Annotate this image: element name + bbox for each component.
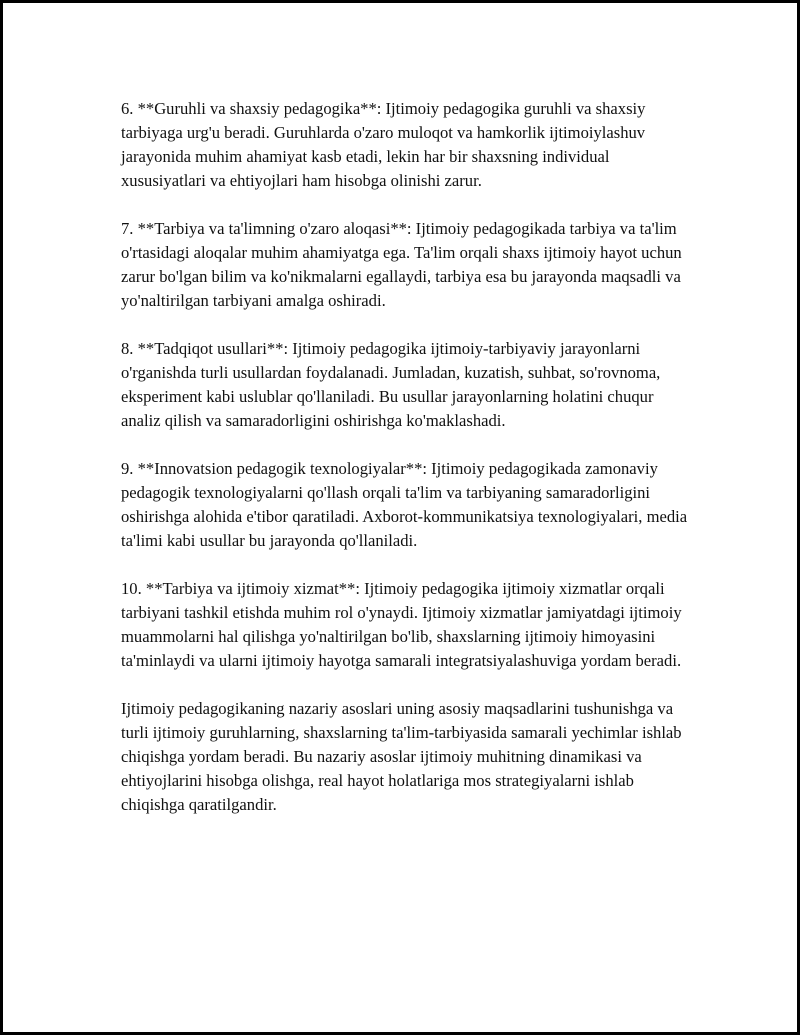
document-body bbox=[121, 97, 691, 817]
paragraph-7-upbringing-and-education: 7. **Tarbiya va ta'limning o'zaro aloqasi**: Ijtimoiy pedagogikada tarbiya va ta'lim o'rtasidagi aloqalar muhim ahamiyatga ega. Ta'lim orqali shaxs ijtimoiy hayot uchun zarur bo'lgan bilim va ko'nikmalarni egallaydi, tarbiya esa bu jarayonda maqsadli va yo'naltirilgan tarbiyani amalga oshiradi. bbox=[121, 219, 682, 310]
paragraph-conclusion: Ijtimoiy pedagogikaning nazariy asoslari uning asosiy maqsadlarini tushunishga va turli ijtimoiy guruhlarning, shaxslarning ta'lim-tarbiyasida samarali yechimlar ishlab chiqishga yordam beradi. Bu nazariy asoslar ijtimoiy muhitning dinamikasi va ehtiyojlarini hisobga olishga, real hayot holatlariga mos strategiyalarni ishlab chiqishga qaratilgandir. bbox=[121, 699, 682, 814]
paragraph-6-group-and-personal-pedagogy: 6. **Guruhli va shaxsiy pedagogika**: Ijtimoiy pedagogika guruhli va shaxsiy tarbiyaga urg'u beradi. Guruhlarda o'zaro muloqot va hamkorlik ijtimoiylashuv jarayonida muhim ahamiyat kasb etadi, lekin har bir shaxsning individual xususiyatlari va ehtiyojlari ham hisobga olinishi zarur. bbox=[121, 99, 646, 190]
paragraph-9-innovative-technologies: 9. **Innovatsion pedagogik texnologiyalar**: Ijtimoiy pedagogikada zamonaviy pedagogik texnologiyalarni qo'llash orqali ta'lim va tarbiyaning samaradorligini oshirishga alohida e'tibor qaratiladi. Axborot-kommunikatsiya texnologiyalari, media ta'limi kabi usullar bu jarayonda qo'llaniladi. bbox=[121, 459, 688, 550]
paragraph-8-research-methods: 8. **Tadqiqot usullari**: Ijtimoiy pedagogika ijtimoiy-tarbiyaviy jarayonlarni o'rganishda turli usullardan foydalanadi. Jumladan, kuzatish, suhbat, so'rovnoma, eksperiment kabi uslublar qo'llaniladi. Bu usullar jarayonlarning holatini chuqur analiz qilish va samaradorligini oshirishga ko'maklashadi. bbox=[121, 339, 661, 430]
paragraph-10-upbringing-and-social-service: 10. **Tarbiya va ijtimoiy xizmat**: Ijtimoiy pedagogika ijtimoiy xizmatlar orqali tarbiyani tashkil etishda muhim rol o'ynaydi. Ijtimoiy xizmatlar jamiyatdagi ijtimoiy muammolarni hal qilishga yo'naltirilgan bo'lib, shaxslarning ijtimoiy himoyasini ta'minlaydi va ularni ijtimoiy hayotga samarali integratsiyalashuviga yordam beradi. bbox=[121, 579, 682, 670]
